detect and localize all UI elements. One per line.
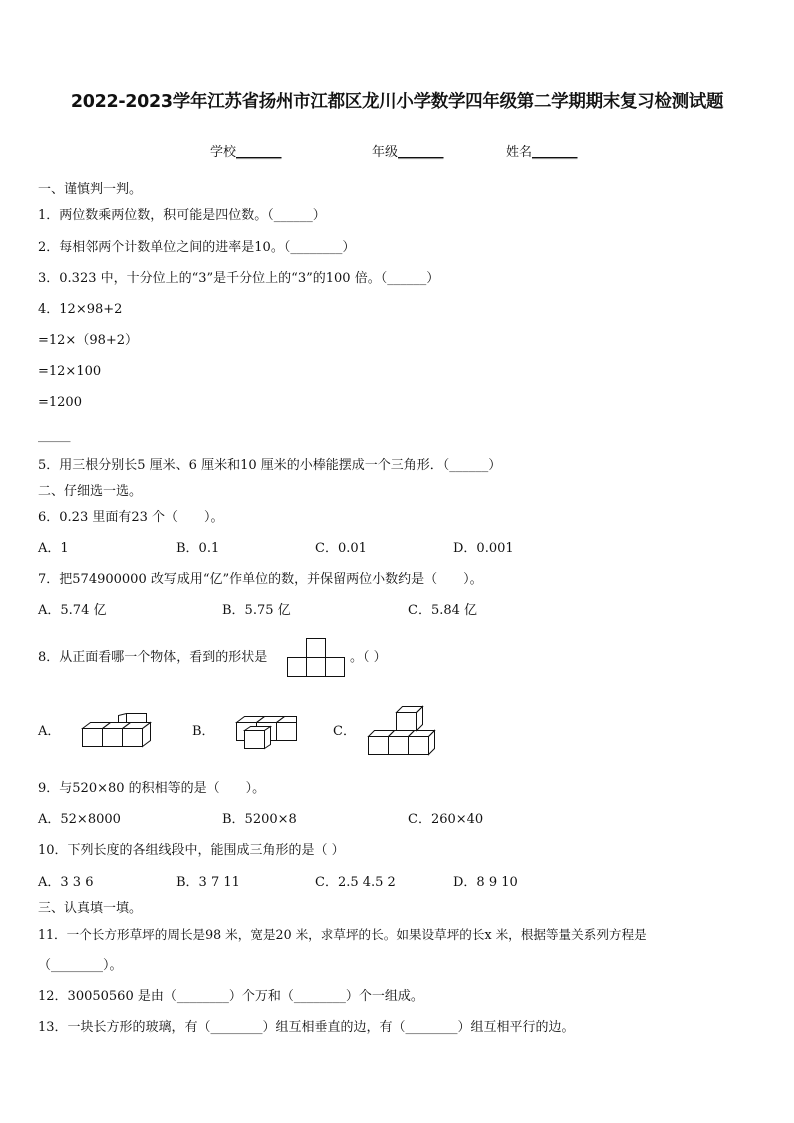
q7-option-a: A．5.74 亿 <box>38 603 107 618</box>
grade-blank: _______ <box>398 145 444 160</box>
q10-option-a: A．3 3 6 <box>38 875 94 890</box>
page-title: 2022-2023学年江苏省扬州市江都区龙川小学数学四年级第二学期期末复习检测试题 <box>70 92 724 112</box>
question-6: 6．0.23 里面有23 个（ ）。 <box>38 510 224 525</box>
question-11-line2: （________）。 <box>38 958 123 973</box>
q10-option-c: C．2.5 4.5 2 <box>315 875 396 890</box>
q8-option-a-label: A． <box>38 724 61 739</box>
q8-option-a-figure <box>80 712 160 750</box>
q6-option-a: A．1 <box>38 541 69 556</box>
q8-option-c-figure <box>366 702 438 758</box>
name-blank: _______ <box>532 145 578 160</box>
q9-option-c: C．260×40 <box>408 812 484 827</box>
q7-option-b: B．5.75 亿 <box>222 603 291 618</box>
name-label: 姓名 <box>506 145 533 160</box>
q8-option-b-label: B． <box>192 724 215 739</box>
q6-option-b: B．0.1 <box>176 541 220 556</box>
section3-heading: 三、认真填一填。 <box>38 901 143 916</box>
q7-option-c: C．5.84 亿 <box>408 603 478 618</box>
question-11-line1: 11．一个长方形草坪的周长是98 米，宽是20 米，求草坪的长。如果设草坪的长x 米，根据等量关系列方程是 <box>38 927 647 942</box>
question-5: 5．用三根分别长5 厘米、6 厘米和10 厘米的小棒能摆成一个三角形．（______） <box>38 458 502 473</box>
question-4-line2: =12×（98+2） <box>38 333 139 348</box>
q6-option-d: D．0.001 <box>453 541 514 556</box>
grade-label: 年级 <box>372 145 399 160</box>
name-field <box>506 141 578 160</box>
question-7: 7．把574900000 改写成用“亿”作单位的数，并保留两位小数约是（ ）。 <box>38 572 483 587</box>
question-3: 3．0.323 中，十分位上的“3”是千分位上的“3”的100 倍。（______） <box>38 271 440 286</box>
question-4-line4: =1200 <box>38 395 82 410</box>
question-13: 13．一块长方形的玻璃，有（________）组互相垂直的边，有（________）组互相平行的边。 <box>38 1020 575 1035</box>
question-10: 10．下列长度的各组线段中，能围成三角形的是（ ） <box>38 843 345 858</box>
question-4-line1: 4．12×98+2 <box>38 302 123 317</box>
school-field <box>210 141 282 160</box>
question-4-line3: =12×100 <box>38 364 102 379</box>
q6-option-c: C．0.01 <box>315 541 367 556</box>
question-4-answer-blank: _____ <box>38 428 71 443</box>
q9-option-a: A．52×8000 <box>38 812 121 827</box>
section2-heading: 二、仔细选一选。 <box>38 484 143 499</box>
q8-front-view-figure <box>287 638 347 678</box>
question-8-suffix: 。（ ） <box>350 650 387 665</box>
question-12: 12．30050560 是由（________）个万和（________）个一组成。 <box>38 989 424 1004</box>
question-9: 9．与520×80 的积相等的是（ ）。 <box>38 781 266 796</box>
q10-option-b: B．3 7 11 <box>176 875 240 890</box>
question-1: 1．两位数乘两位数，积可能是四位数。（______） <box>38 208 326 223</box>
section1-heading: 一、谨慎判一判。 <box>38 182 143 197</box>
school-blank: _______ <box>236 145 282 160</box>
question-2: 2．每相邻两个计数单位之间的进率是10。（________） <box>38 240 356 255</box>
q8-option-b-figure <box>228 710 300 752</box>
question-8-prefix: 8．从正面看哪一个物体，看到的形状是 <box>38 650 268 665</box>
grade-field <box>372 141 444 160</box>
q9-option-b: B．5200×8 <box>222 812 297 827</box>
school-label: 学校 <box>210 145 237 160</box>
q10-option-d: D．8 9 10 <box>453 875 518 890</box>
q8-option-c-label: C． <box>333 724 356 739</box>
